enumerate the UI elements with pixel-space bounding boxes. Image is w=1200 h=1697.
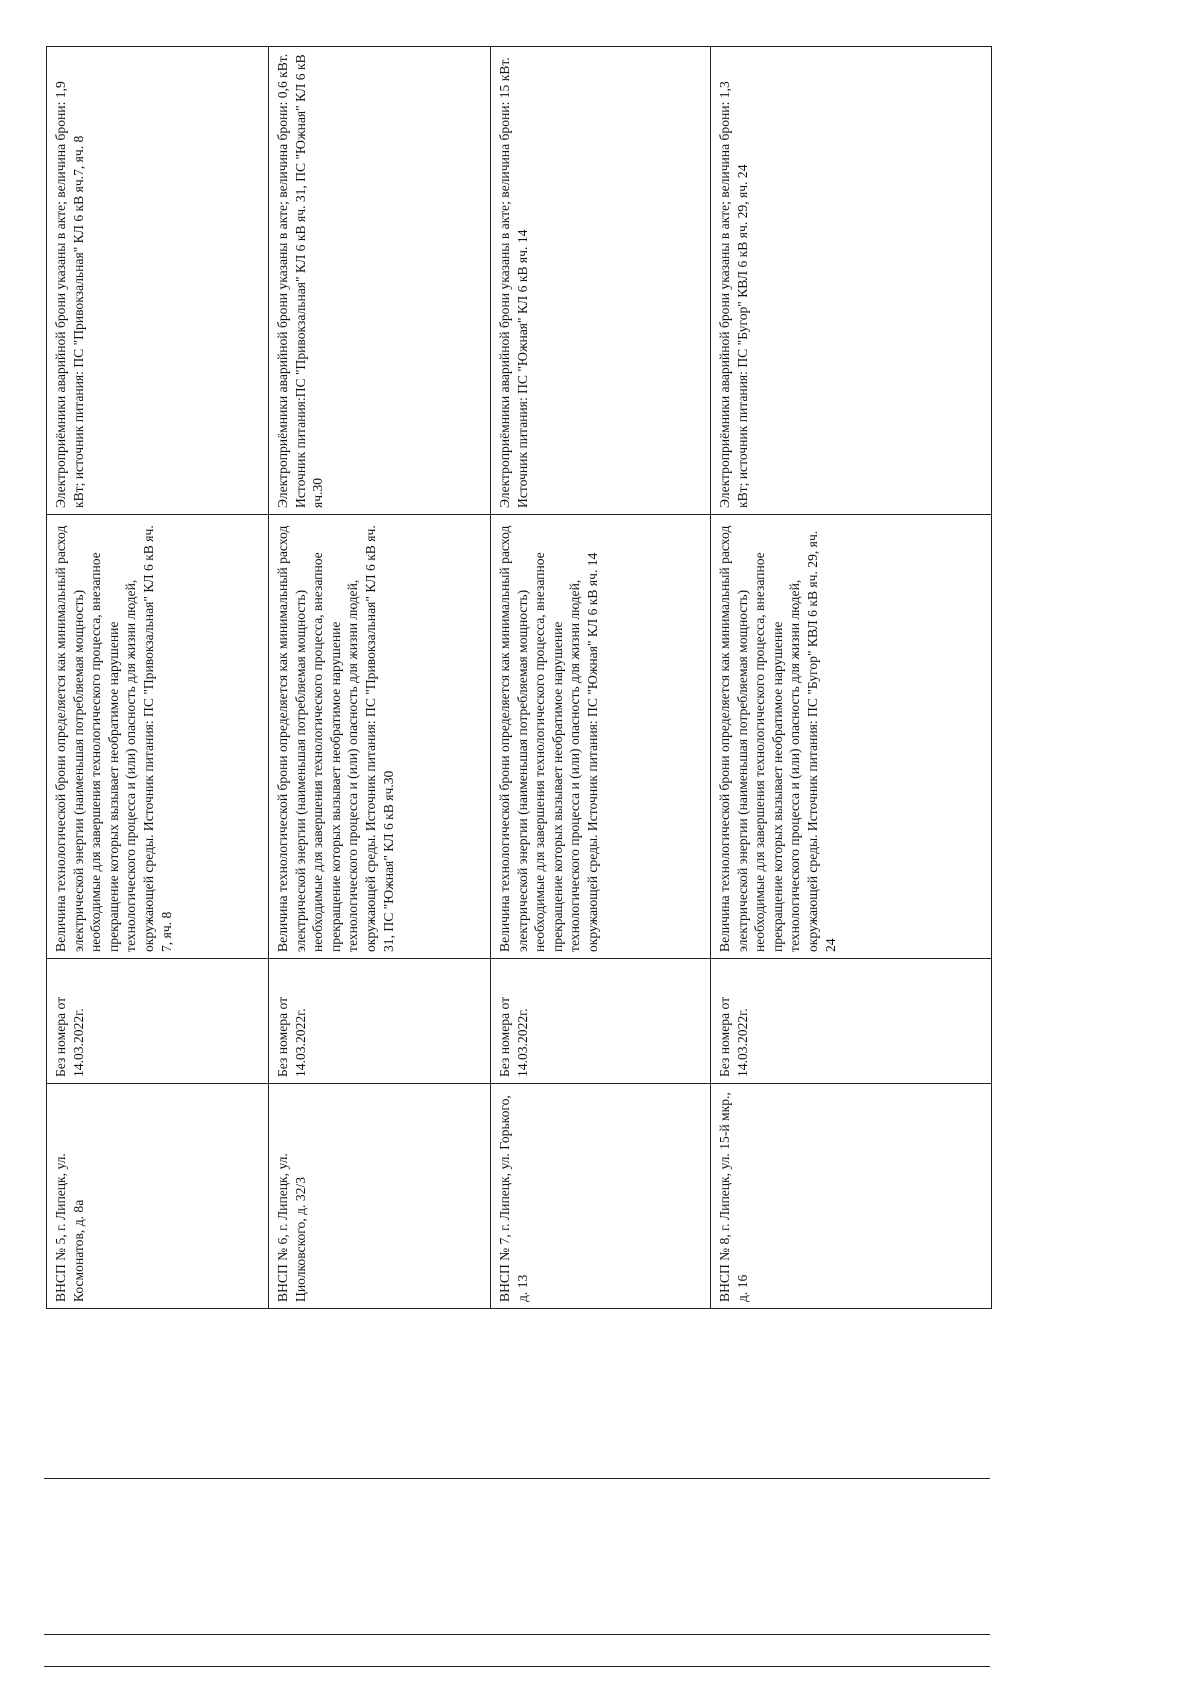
reserve-table bbox=[46, 46, 992, 1309]
horizontal-rule-2 bbox=[44, 1634, 990, 1635]
object-cell: ВНСП № 8, г. Липецк, ул. 15-й мкр., д. 16 bbox=[711, 1084, 992, 1309]
horizontal-rule-1 bbox=[44, 1478, 990, 1479]
act-cell: Без номера от 14.03.2022г. bbox=[269, 959, 491, 1084]
table-row bbox=[711, 47, 992, 1309]
table-row bbox=[491, 47, 711, 1309]
emergency-reserve-cell: Электроприёмники аварийной брони указаны в акте; величина брони: 1,9 кВт; источник питания: ПС "Привокзальная" КЛ 6 кВ яч.7, яч. 8 bbox=[47, 47, 269, 515]
emergency-reserve-cell: Электроприёмники аварийной брони указаны в акте; величина брони: 0,6 кВт. Источник питания:ПС "Привокзальная" КЛ 6 кВ яч. 31, ПС "Южная" КЛ 6 кВ яч.30 bbox=[269, 47, 491, 515]
horizontal-rule-3 bbox=[44, 1666, 990, 1667]
object-cell: ВНСП № 6, г. Липецк, ул. Циолковского, д. 32/3 bbox=[269, 1084, 491, 1309]
table-row bbox=[269, 47, 491, 1309]
act-cell: Без номера от 14.03.2022г. bbox=[711, 959, 992, 1084]
object-cell: ВНСП № 7, г. Липецк, ул. Горького, д. 13 bbox=[491, 1084, 711, 1309]
table-row bbox=[47, 47, 269, 1309]
tech-reserve-cell: Величина технологической брони определяется как минимальный расход электрической энергии (наименьшая потребляемая мощность) необходимые для завершения технологического процесса, внезапное прекращение которых вызывает необратимое нарушение технологического процесса и (или) опасность для жизни людей, окружающей среды. Источник питания: ПС "Южная" КЛ 6 кВ яч. 14 bbox=[491, 515, 711, 959]
tech-reserve-cell: Величина технологической брони определяется как минимальный расход электрической энергии (наименьшая потребляемая мощность) необходимые для завершения технологического процесса, внезапное прекращение которых вызывает необратимое нарушение технологического процесса и (или) опасность для жизни людей, окружающей среды. Источник питания: ПС "Привокзальная" КЛ 6 кВ яч. 7, яч. 8 bbox=[47, 515, 269, 959]
emergency-reserve-cell: Электроприёмники аварийной брони указаны в акте; величина брони: 15 кВт. Источник питания: ПС "Южная" КЛ 6 кВ яч. 14 bbox=[491, 47, 711, 515]
act-cell: Без номера от 14.03.2022г. bbox=[47, 959, 269, 1084]
tech-reserve-cell: Величина технологической брони определяется как минимальный расход электрической энергии (наименьшая потребляемая мощность) необходимые для завершения технологического процесса, внезапное прекращение которых вызывает необратимое нарушение технологического процесса и (или) опасность для жизни людей, окружающей среды. Источник питания: ПС "Бугор" КВЛ 6 кВ яч. 29, яч. 24 bbox=[711, 515, 992, 959]
act-cell: Без номера от 14.03.2022г. bbox=[491, 959, 711, 1084]
tech-reserve-cell: Величина технологической брони определяется как минимальный расход электрической энергии (наименьшая потребляемая мощность) необходимые для завершения технологического процесса, внезапное прекращение которых вызывает необратимое нарушение технологического процесса и (или) опасность для жизни людей, окружающей среды. Источник питания: ПС "Привокзальная" КЛ 6 кВ яч. 31, ПС "Южная" КЛ 6 кВ яч.30 bbox=[269, 515, 491, 959]
emergency-reserve-cell: Электроприёмники аварийной брони указаны в акте; величина брони: 1,3 кВт; источник питания: ПС "Бугор" КВЛ 6 кВ яч. 29, яч. 24 bbox=[711, 47, 992, 515]
object-cell: ВНСП № 5, г. Липецк, ул. Космонатов, д. 8а bbox=[47, 1084, 269, 1309]
